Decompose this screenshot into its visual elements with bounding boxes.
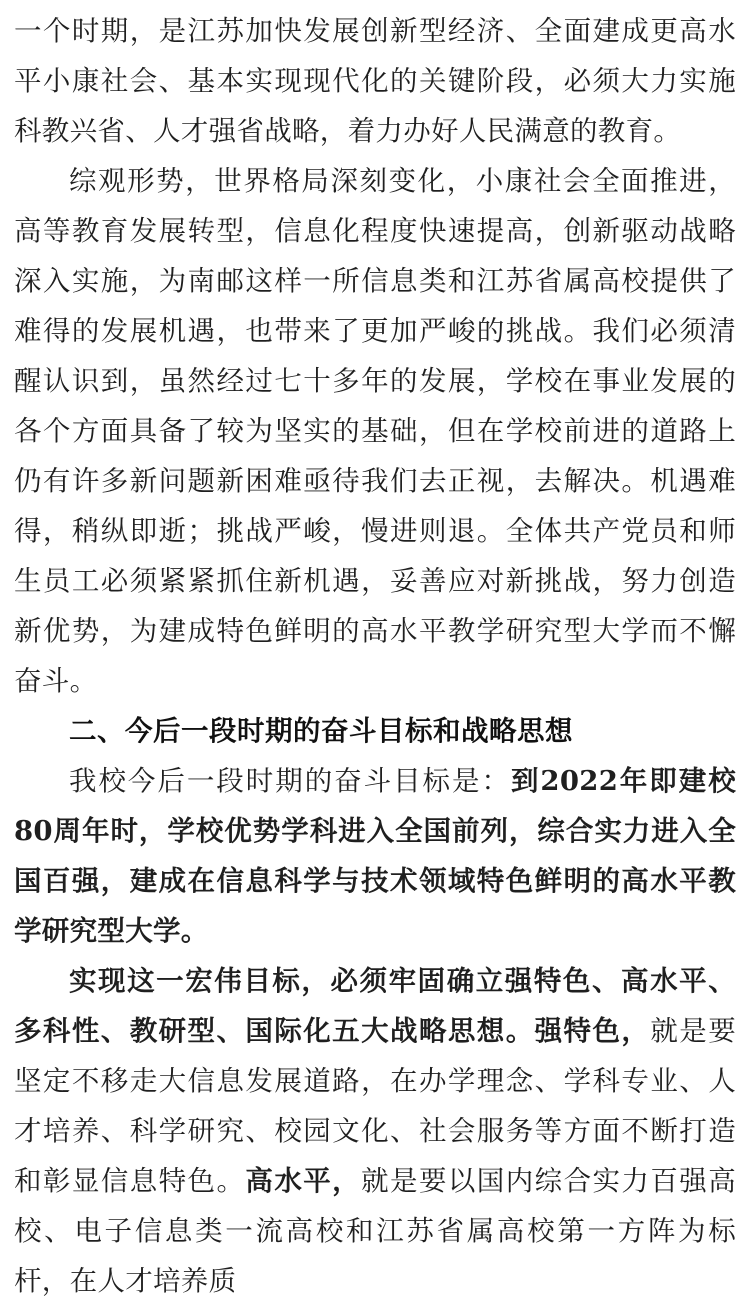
paragraph-overall-situation: 综观形势，世界格局深刻变化，小康社会全面推进，高等教育发展转型，信息化程度快速提高，创新驱动战略深入实施，为南邮这样一所信息类和江苏省属高校提供了难得的发展机遇，也带来了更加严峻的挑战。我们必须清醒认识到，虽然经过七十多年的发展，学校在事业发展的各个方面具备了较为坚实的基础，但在学校前进的道路上仍有许多新问题新困难亟待我们去正视，去解决。机遇难得，稍纵即逝；挑战严峻，慢进则退。全体共产党员和师生员工必须紧紧抓住新机遇，妥善应对新挑战，努力创造新优势，为建成特色鲜明的高水平教学研究型大学而不懈奋斗。 — [14, 165, 736, 697]
strategies-normal-tail: 就是要以国内综合实力百强高校、电子信息类一流高校和江苏省属高校第一方阵为标杆，在人才培养质 — [14, 1165, 737, 1297]
section-heading-goals: 二、今后一段时期的奋斗目标和战略思想 — [69, 715, 573, 747]
goal-lead-text: 我校今后一段时期的奋斗目标是： — [69, 765, 511, 797]
paragraph-struggle-goal — [14, 756, 736, 956]
paragraph-period-strategy: 一个时期，是江苏加快发展创新型经济、全面建成更高水平小康社会、基本实现现代化的关键阶段，必须大力实施科教兴省、人才强省战略，着力办好人民满意的教育。 — [14, 15, 736, 147]
strategies-bold-lead: 实现这一宏伟目标，必须牢固确立强特色、高水平、多科性、教研型、国际化五大战略思想。强特色， — [14, 965, 736, 1047]
strategies-normal-mid: 就是要坚定不移走大信息发展道路，在办学理念、学科专业、人才培养、科学研究、校园文化、社会服务等方面不断打造和彰显信息特色。 — [14, 1015, 736, 1197]
strategies-bold-mid: 高水平， — [245, 1165, 362, 1197]
goal-bold-text: 到2022年即建校80周年时，学校优势学科进入全国前列，综合实力进入全国百强，建成在信息科学与技术领域特色鲜明的高水平教学研究型大学。 — [14, 765, 736, 947]
paragraph-five-strategies — [14, 956, 736, 1306]
